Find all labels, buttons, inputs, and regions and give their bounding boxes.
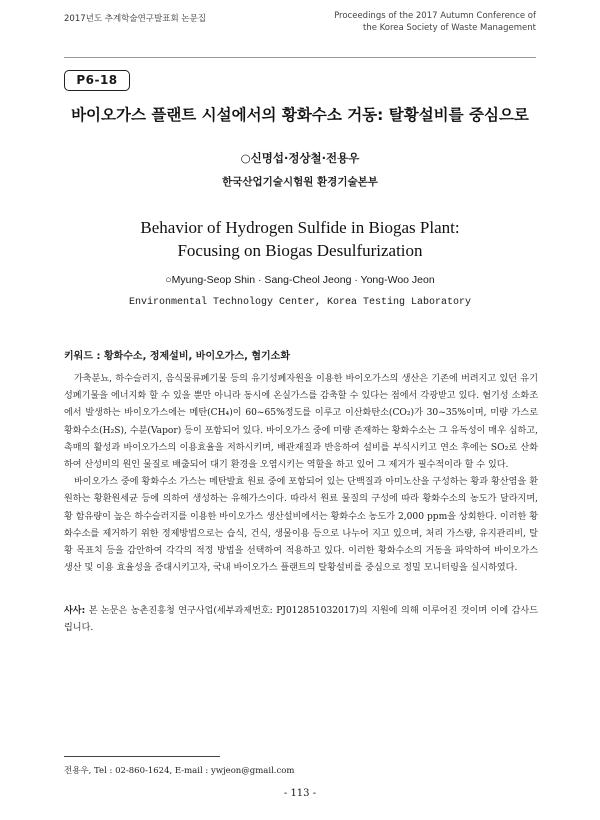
header-divider <box>64 57 536 58</box>
header-conference-en <box>334 10 536 34</box>
paper-code-badge: P6-18 <box>64 70 130 91</box>
ack-label: 사사: <box>64 606 86 616</box>
body-paragraph-1: 가축분뇨, 하수슬러지, 음식물류폐기물 등의 유기성폐자원을 이용한 바이오가스의 생산은 기존에 버려지고 있던 유기성폐기물을 에너지화 할 수 있을 뿐만 아니라 동시에 온실가스를 감축할 수 있다는 점에서 각광받고 있다. 혐기성 소화조에서 발생하는 바이오가스에는 메탄(CH₄)이 60~65%정도를 이루고 이산화탄소(CO₂)가 30~35%이며, 미량 가스로 황화수소(H₂S), 수분(Vapor) 등이 포함되어 있다. 바이오가스 중에 미량 존재하는 황화수소는 그 유독성이 매우 심하고, 촉매의 활성과 바이오가스의 이용효율을 저하시키며, 배관재질과 반응하여 설비를 부식시키고 연소 후에는 SO₂로 산화하여 산성비의 원인 물질로 배출되어 대기 환경을 오염시키는 역할을 하고 있어 그 제거가 필수적이라 할 수 있다. <box>64 374 538 471</box>
abstract-body <box>64 371 538 577</box>
header-conference-ko: 2017년도 추계학술연구발표회 논문집 <box>64 14 206 24</box>
page-number: - 113 - <box>283 788 317 799</box>
acknowledgement <box>64 603 538 637</box>
ack-text: 본 논문은 농촌진흥청 연구사업(세부과제번호: PJ012851032017)의 지원에 의해 이루어진 것이며 이에 감사드립니다. <box>64 606 538 634</box>
authors-english: ○Myung-Seop Shin · Sang-Cheol Jeong · Yong-Woo Jeon <box>165 274 435 286</box>
keywords: 키워드 : 황화수소, 정제설비, 바이오가스, 혐기소화 <box>64 351 291 362</box>
header-en-line2: the Korea Society of Waste Management <box>362 23 536 33</box>
footnote-divider <box>64 756 220 757</box>
affiliation-english: Environmental Technology Center, Korea Testing Laboratory <box>128 297 472 308</box>
affiliation-korean: 한국산업기술시험원 환경기술본부 <box>222 176 378 188</box>
page-header <box>0 0 600 60</box>
authors-korean: ○신명섭·정상철·전용우 <box>240 151 360 165</box>
title-english <box>0 216 600 262</box>
body-paragraph-2: 바이오가스 중에 황화수소 가스는 메탄발효 원료 중에 포함되어 있는 단백질과 아미노산을 구성하는 황과 황산염을 환원하는 황환원세균 등에 의하여 생성하는 유해가스이다. 따라서 원료 물질의 구성에 따라 황화수소의 농도가 달라지며, 황 함유량이 높은 하수슬러지를 이용한 바이오가스 생산설비에서는 황화수소 농도가 2,000 ppm을 상회한다. 이러한 황화수소를 제거하기 위한 정제방법으로는 습식, 건식, 생물이용 등으로 나누어 지고 있으며, 처리 가스량, 유지관리비, 탈황 목표치 등을 감안하여 각각의 적정 방법을 선택하여 적용하고 있다. 이러한 황화수소의 거동을 파악하여 바이오가스 생산 및 이용 효율성을 증대시키고자, 국내 바이오가스 플랜트의 탈황설비를 중심으로 정밀 모니터링을 실시하였다. <box>64 477 538 574</box>
footnote-contact: 전용우, Tel : 02-860-1624, E-mail : ywjeon@gmail.com <box>64 766 295 776</box>
title-korean: 바이오가스 플랜트 시설에서의 황화수소 거동: 탈황설비를 중심으로 <box>71 106 529 124</box>
header-en-line1: Proceedings of the 2017 Autumn Conference of <box>334 11 536 21</box>
title-english-line1: Behavior of Hydrogen Sulfide in Biogas Plant: <box>140 218 460 237</box>
title-english-line2: Focusing on Biogas Desulfurization <box>177 241 423 260</box>
